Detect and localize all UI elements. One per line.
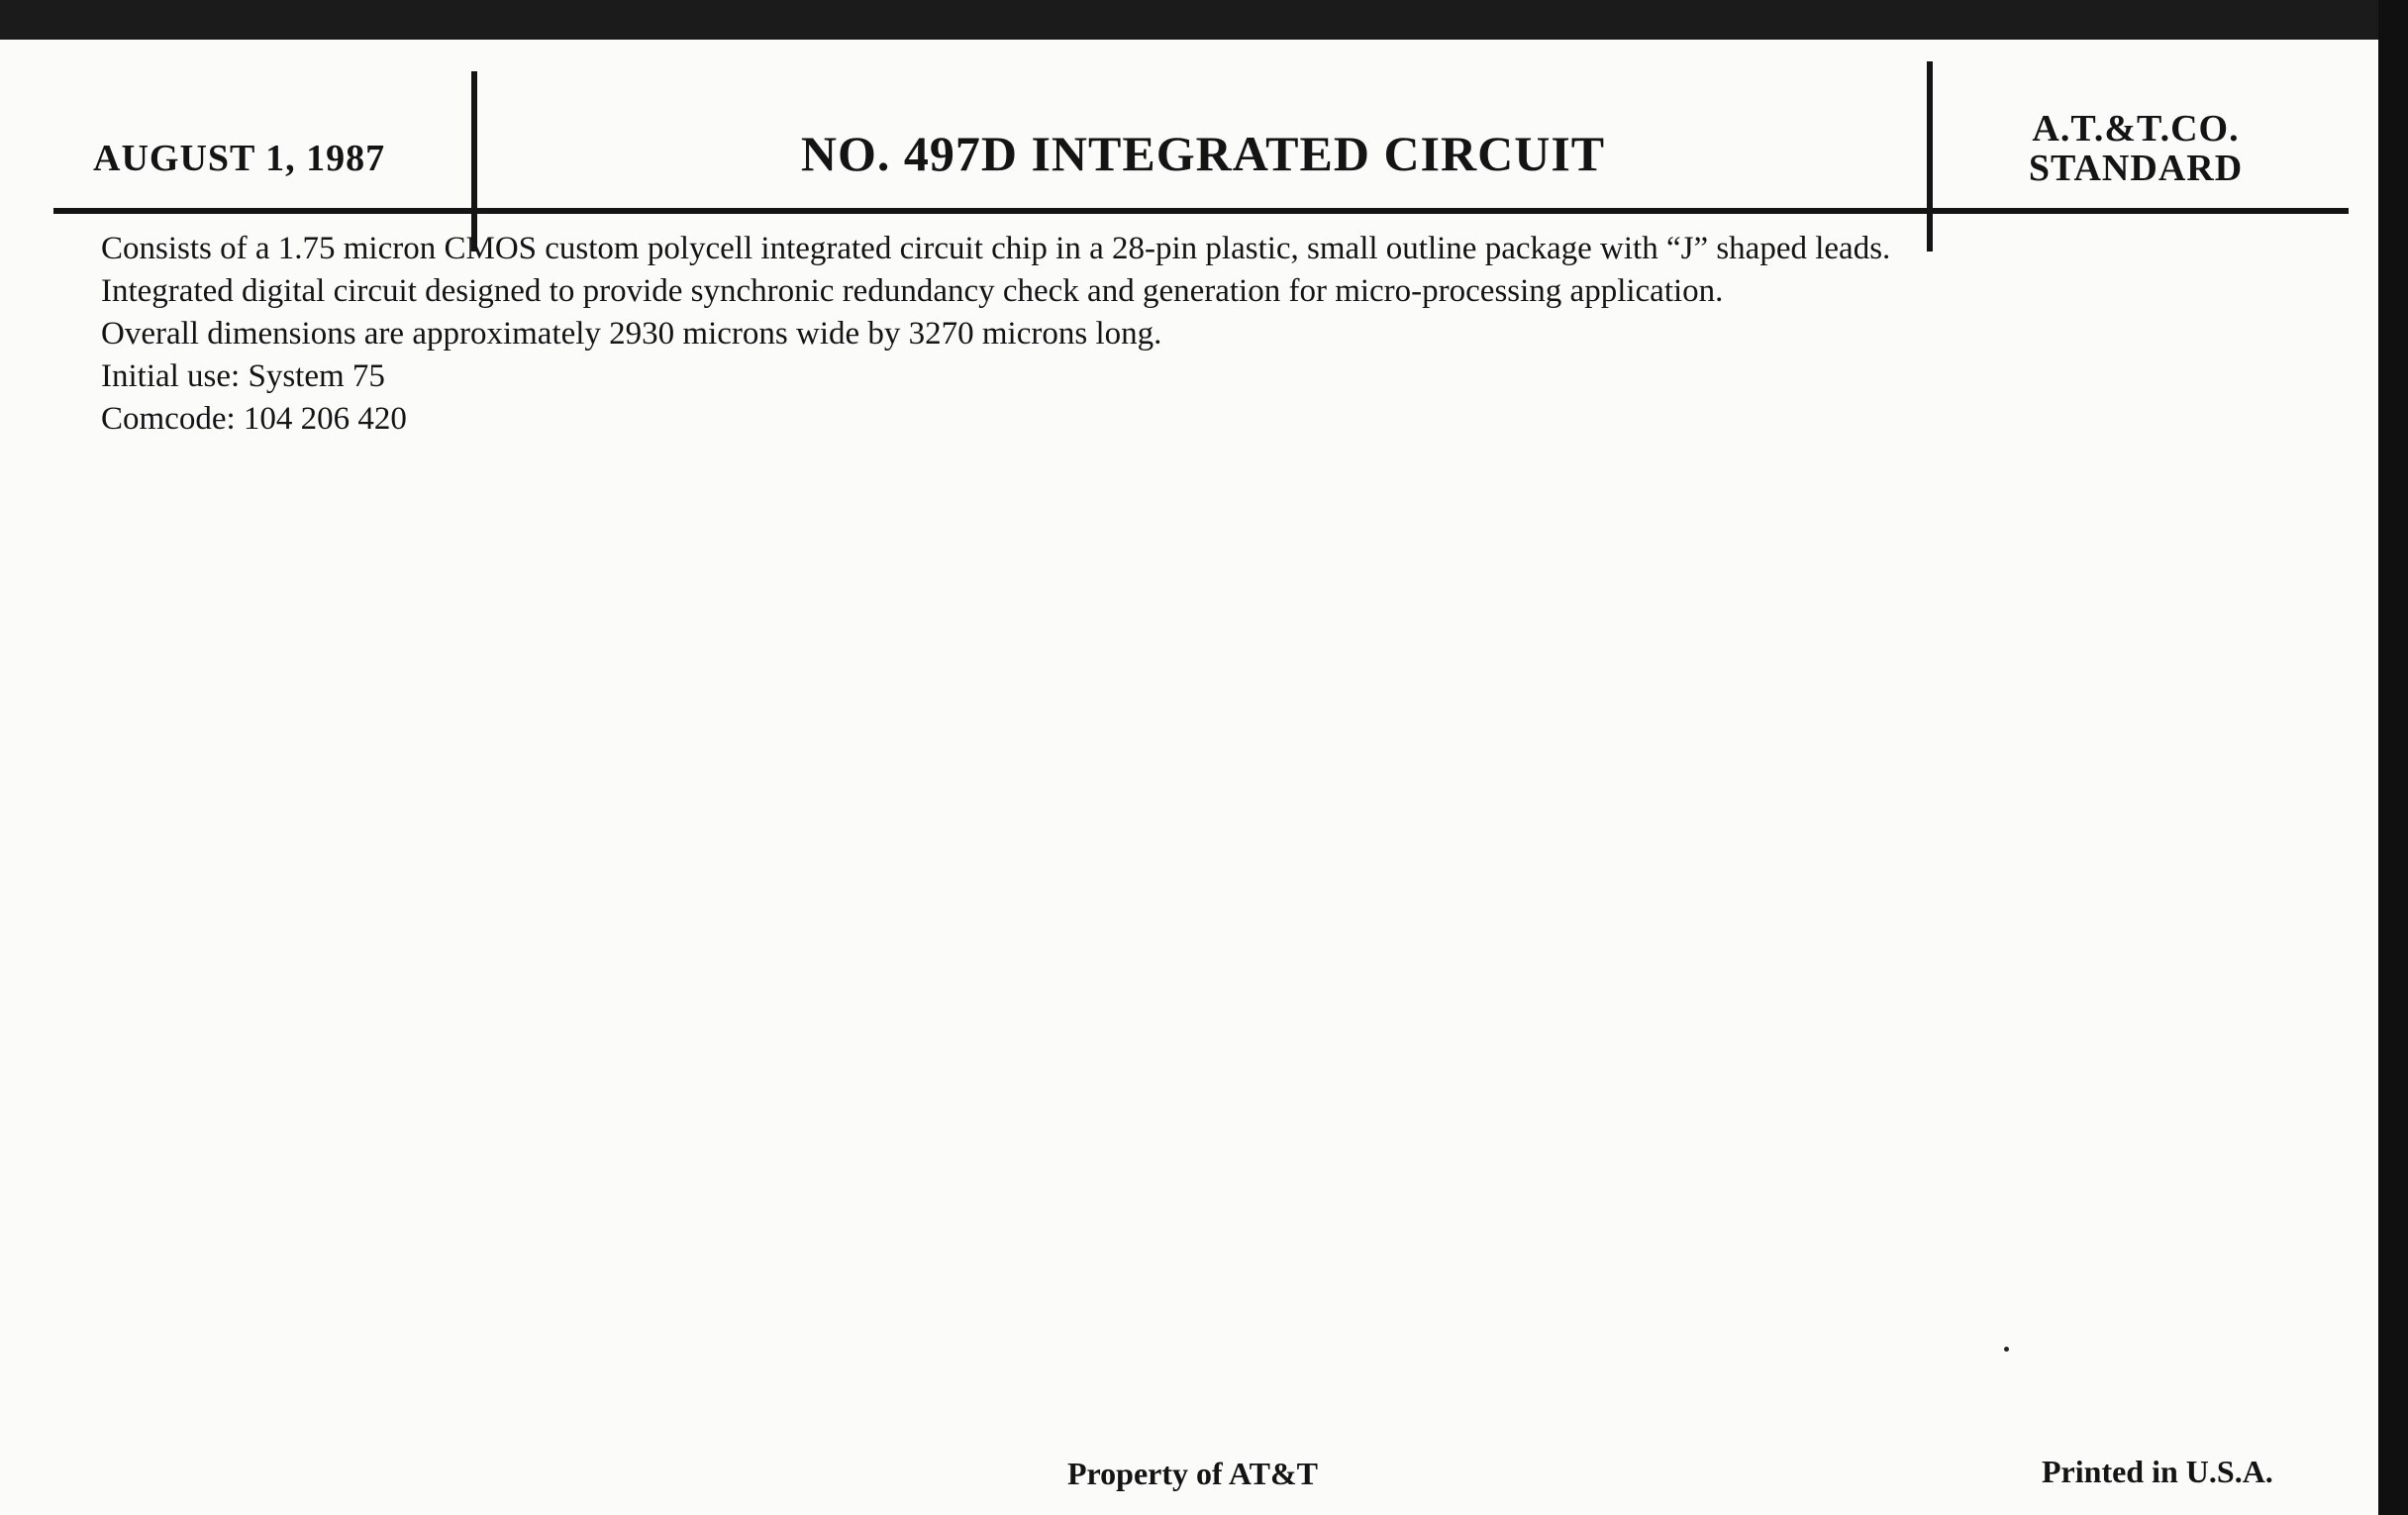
standard-company: A.T.&T.CO. xyxy=(2032,108,2240,150)
issue-date: AUGUST 1, 1987 xyxy=(93,138,386,179)
header-rule xyxy=(53,208,2349,214)
description-function: Integrated digital circuit designed to provide synchronic redundancy check and generation for micro-processing application. xyxy=(101,273,1724,309)
description-construction: Consists of a 1.75 micron CMOS custom polycell integrated circuit chip in a 28-pin plastic, small outline package with “J” shaped leads. xyxy=(101,231,1891,266)
footer-property: Property of AT&T xyxy=(1067,1456,1318,1491)
spec-card xyxy=(0,40,2378,1515)
document-title: NO. 497D INTEGRATED CIRCUIT xyxy=(800,126,1606,181)
description-dimensions: Overall dimensions are approximately 2930 microns wide by 3270 microns long. xyxy=(101,316,1162,352)
description-comcode: Comcode: 104 206 420 xyxy=(101,401,407,437)
description-initial-use: Initial use: System 75 xyxy=(101,358,385,394)
standard-word: STANDARD xyxy=(2028,148,2244,189)
footer-printed: Printed in U.S.A. xyxy=(2042,1454,2273,1489)
card-header xyxy=(0,40,2378,218)
description-block xyxy=(101,228,2339,441)
standard-label xyxy=(1933,109,2339,188)
scan-edge xyxy=(2378,0,2408,1515)
print-speck xyxy=(2004,1347,2009,1352)
